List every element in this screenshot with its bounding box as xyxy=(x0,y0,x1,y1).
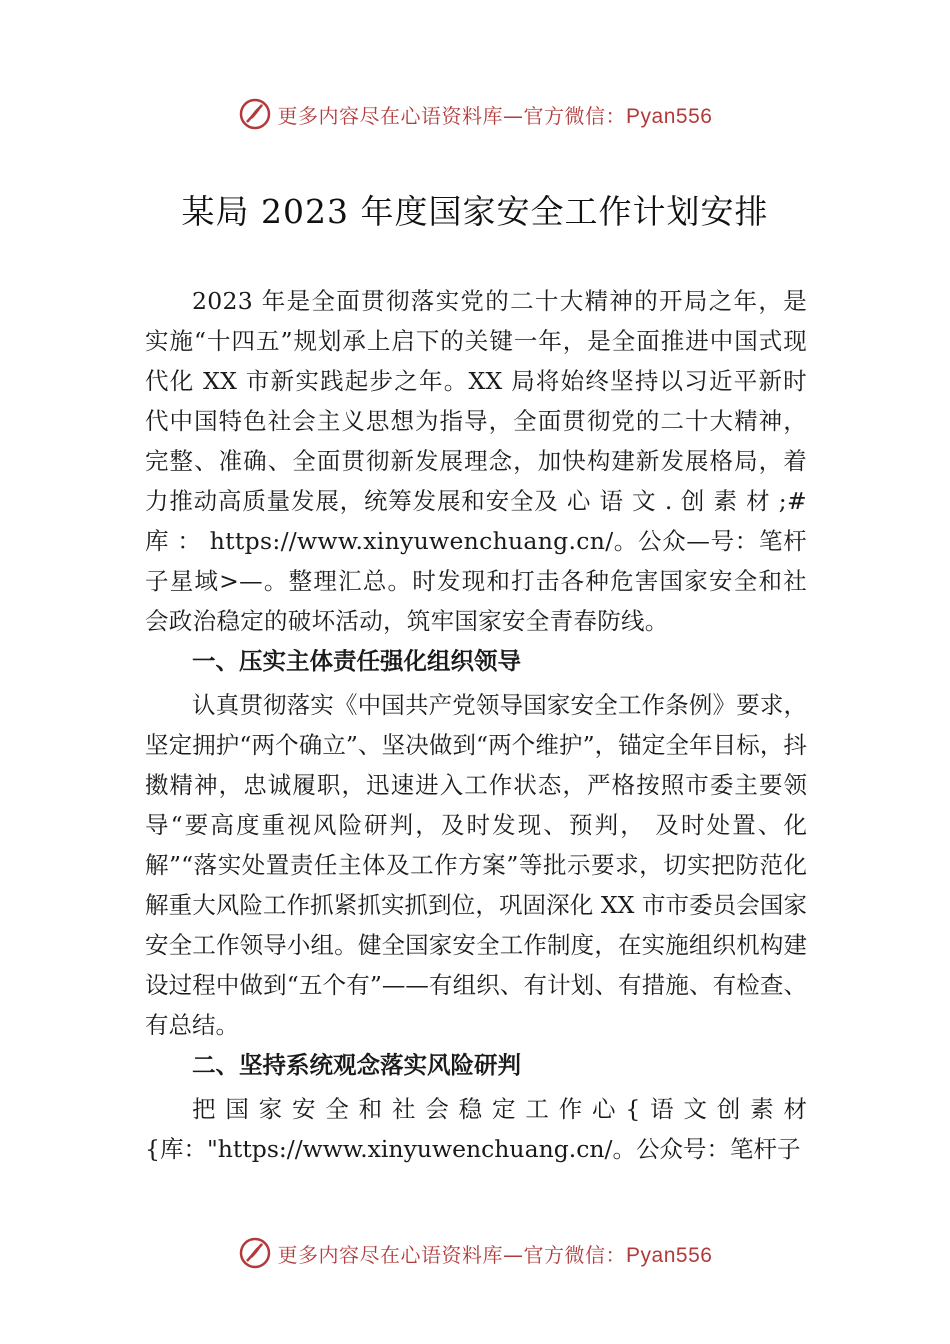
quill-logo-icon xyxy=(238,97,272,131)
banner-slogan: 更多内容尽在心语资料库—官方微信： xyxy=(277,1242,627,1267)
header-banner xyxy=(0,94,950,134)
wechat-id: Pyan556 xyxy=(626,1243,713,1267)
wechat-id: Pyan556 xyxy=(626,104,713,128)
banner-slogan: 更多内容尽在心语资料库—官方微信： xyxy=(277,103,627,128)
section-heading: 二、坚持系统观念落实风险研判 xyxy=(192,1051,521,1079)
banner-text xyxy=(278,1239,713,1268)
document-title: 某局 2023 年度国家安全工作计划安排 xyxy=(181,192,769,231)
quill-logo-icon xyxy=(238,1236,272,1270)
section-heading: 一、压实主体责任强化组织领导 xyxy=(192,647,521,675)
document-body xyxy=(145,281,807,1169)
footer-banner xyxy=(0,1233,950,1273)
section-paragraph: 把国家安全和社会稳定工作心{语文创素材{库："https://www.xinyuwenchuang.cn/。公众号：笔杆子 xyxy=(145,1095,807,1163)
section-paragraph: 认真贯彻落实《中国共产党领导国家安全工作条例》要求，坚定拥护“两个确立”、坚决做到“两个维护”，锚定全年目标，抖擞精神，忠诚履职，迅速进入工作状态，严格按照市委主要领导“要高度重视风险研判，及时发现、预判， 及时处置、化解”“落实处置责任主体及工作方案”等批示要求，切实把防范化解重大风险工作抓紧抓实抓到位，巩固深化 XX 市市委员会国家安全工作领导小组。健全国家安全工作制度，在实施组织机构建设过程中做到“五个有”——有组织、有计划、有措施、有检查、有总结。 xyxy=(145,691,807,1039)
intro-paragraph: 2023 年是全面贯彻落实党的二十大精神的开局之年，是实施“十四五”规划承上启下的关键一年，是全面推进中国式现代化 XX 市新实践起步之年。XX 局将始终坚持以习近平新时代中国特色社会主义思想为指导，全面贯彻党的二十大精神，完整、准确、全面贯彻新发展理念，加快构建新发展格局，着力推动高质量发展，统筹发展和安全及 心 语 文 . 创 素 材 ;# 库 ： https://www.xinyuwenchuang.cn/。公众—号：笔杆子星域>—。整理汇总。时发现和打击各种危害国家安全和社会政治稳定的破坏活动，筑牢国家安全青春防线。 xyxy=(145,287,807,635)
banner-text xyxy=(278,100,713,129)
